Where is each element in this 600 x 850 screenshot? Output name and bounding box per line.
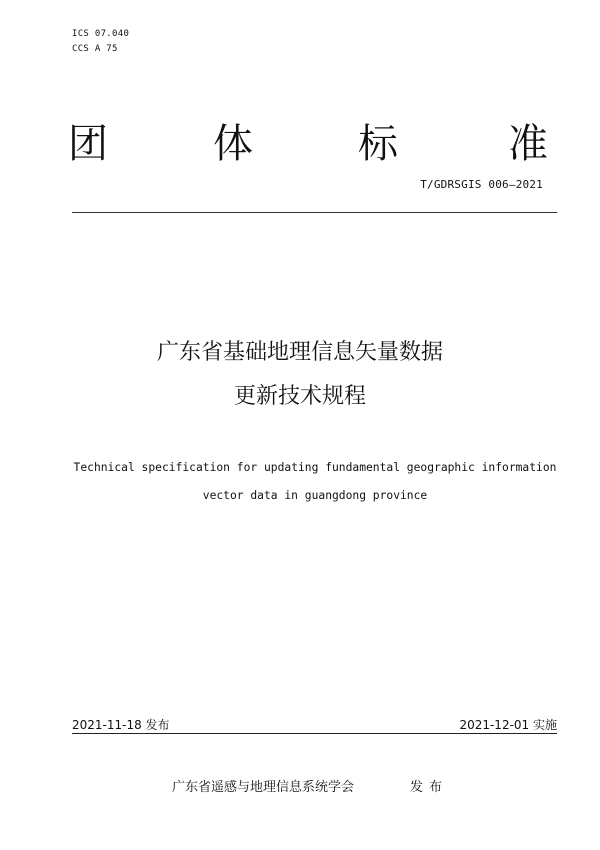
standard-type-char-4: 准 [508,121,548,167]
standard-type-char-2: 体 [213,121,253,167]
chinese-title-line-2: 更新技术规程 [233,384,366,409]
implementation-date: 2021-12-01 实施 [459,718,557,732]
standard-type-char-3: 标 [358,121,398,167]
english-title-line-2: vector data in guangdong province [202,489,428,502]
standard-number: T/GDRSGIS 006—2021 [420,178,543,191]
chinese-title-line-1: 广东省基础地理信息矢量数据 [156,340,443,365]
publisher-name: 广东省遥感与地理信息系统学会 [172,780,355,795]
ics-code: ICS 07.040 [72,29,130,39]
publish-label: 发布 [410,780,449,795]
header-divider [72,212,557,213]
standard-type-char-1: 团 [68,121,108,167]
publish-date: 2021-11-18 发布 [72,718,170,732]
english-title-line-1: Technical specification for updating fundamental geographic information [73,461,557,474]
footer-divider [72,733,557,734]
ccs-code: CCS A 75 [72,44,118,54]
